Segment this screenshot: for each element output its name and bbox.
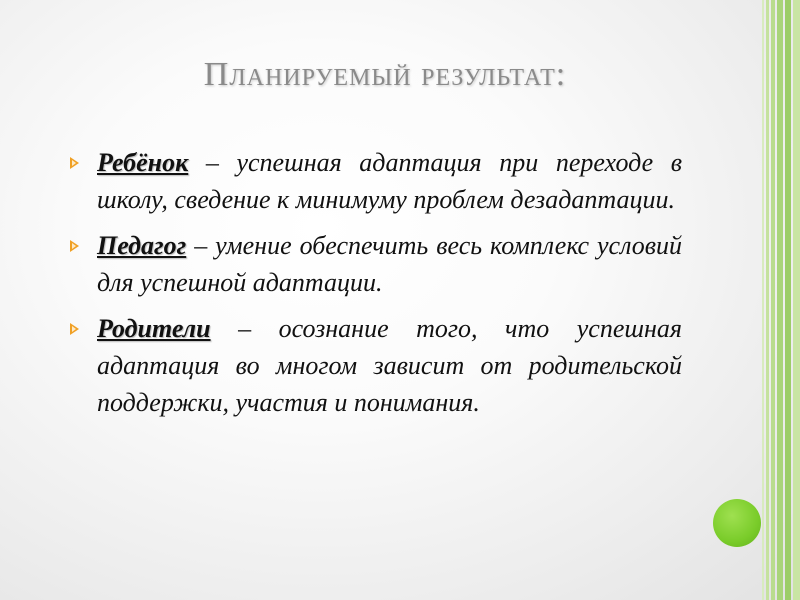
item-term: Родители xyxy=(97,314,211,343)
slide-title: Планируемый результат: xyxy=(203,56,567,93)
stripe xyxy=(771,0,775,600)
stripe xyxy=(777,0,783,600)
item-term: Ребёнок xyxy=(97,148,189,177)
stripe xyxy=(793,0,800,600)
item-term: Педагог xyxy=(97,231,187,260)
item-description: – умение обеспечить весь комплекс условий для успешной адаптации. xyxy=(97,231,683,297)
list-item xyxy=(70,310,682,421)
bullet-list xyxy=(70,144,682,430)
list-item xyxy=(70,227,682,301)
stripe xyxy=(785,0,791,600)
list-item xyxy=(70,144,682,218)
green-circle-icon xyxy=(713,499,761,547)
item-description: – осознание того, что успешная адаптация во многом зависит от родительской поддержки, участия и понимания. xyxy=(97,314,682,417)
orange-arrow-bullet-icon xyxy=(70,157,79,169)
item-description: – успешная адаптация при переходе в школу, сведение к минимуму проблем дезадаптации. xyxy=(97,148,682,214)
orange-arrow-bullet-icon xyxy=(70,240,79,252)
orange-arrow-bullet-icon xyxy=(70,323,79,335)
